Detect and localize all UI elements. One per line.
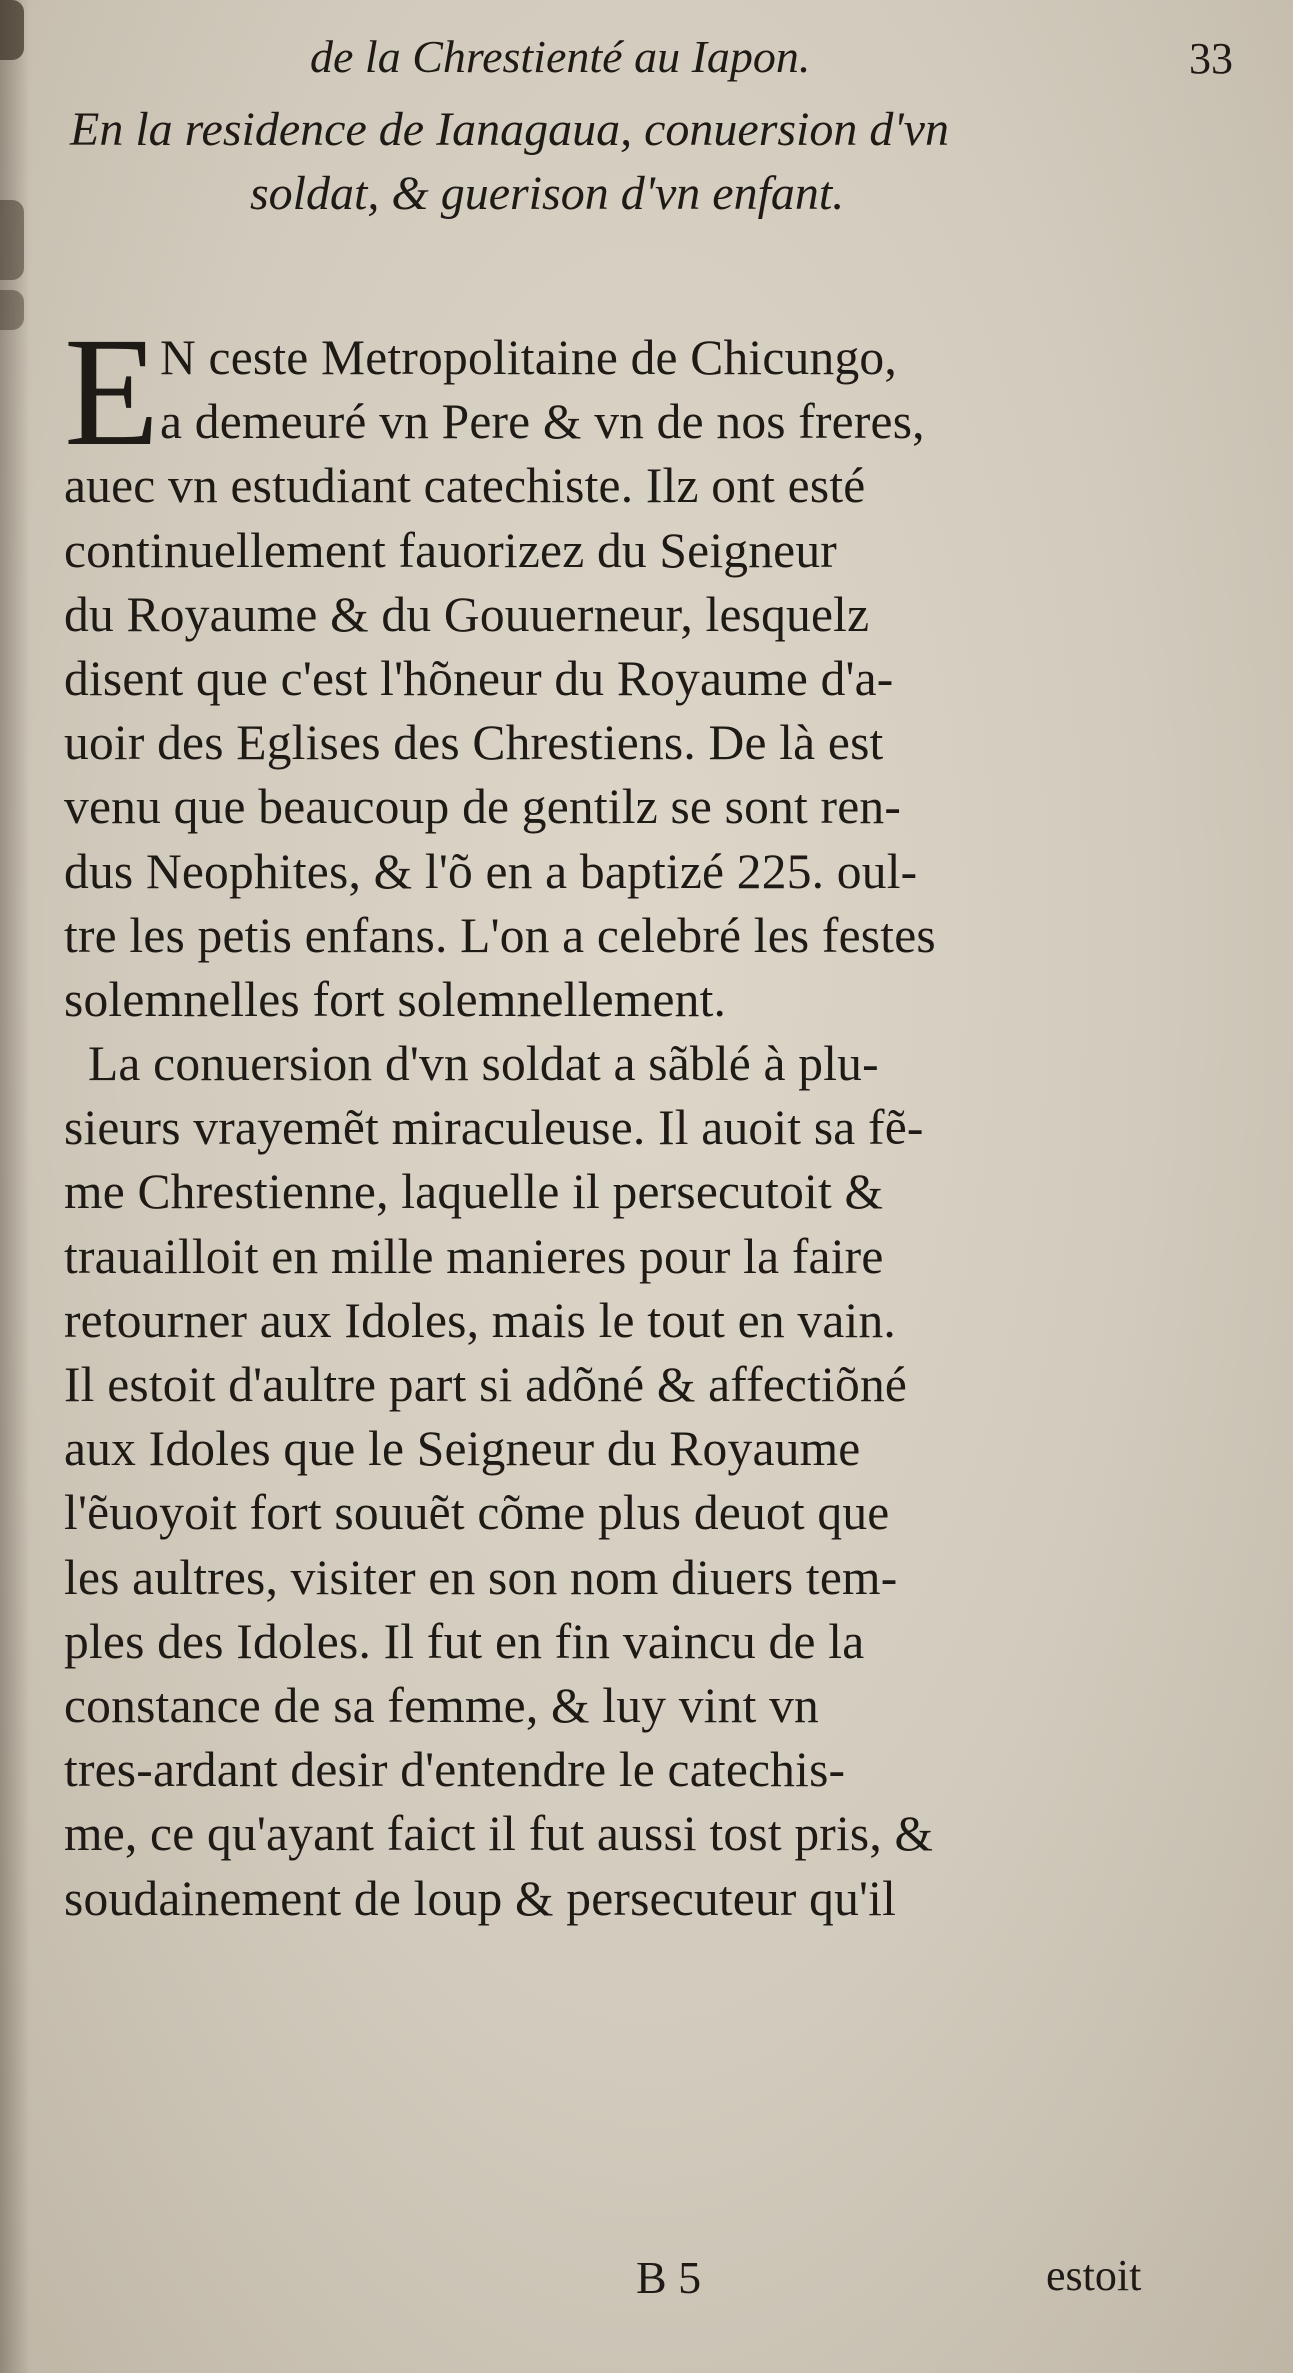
running-head: de la Chrestienté au Iapon. <box>310 31 811 82</box>
drop-cap: E <box>64 305 160 478</box>
text-line: disent que c'est l'hõneur du Royaume d'a- <box>64 650 894 706</box>
text-line: soudainement de loup & persecuteur qu'il <box>64 1870 897 1926</box>
edge-stain <box>0 200 24 280</box>
signature-mark: B 5 <box>636 2252 702 2303</box>
page-edge-shadow <box>0 0 30 2373</box>
edge-stain <box>0 290 24 330</box>
text-line: N ceste Metropolitaine de Chicungo, <box>160 330 897 385</box>
text-line: dus Neophites, & l'õ en a baptizé 225. oul- <box>64 843 918 899</box>
text-line: aux Idoles que le Seigneur du Royaume <box>64 1421 861 1477</box>
section-heading-line: soldat, & guerison d'vn enfant. <box>250 167 845 220</box>
body-text <box>64 305 1224 1931</box>
text-line: du Royaume & du Gouuerneur, lesquelz <box>64 586 870 642</box>
text-line: auec vn estudiant catechiste. Ilz ont esté <box>64 458 866 514</box>
page-number: 33 <box>1189 34 1233 83</box>
text-line: uoir des Eglises des Chrestiens. De là est <box>64 715 884 771</box>
text-line: constance de sa femme, & luy vint vn <box>64 1677 819 1733</box>
text-line: Il estoit d'aultre part si adõné & affectiõné <box>64 1357 908 1412</box>
text-line: les aultres, visiter en son nom diuers tem- <box>64 1549 898 1605</box>
text-line: La conuersion d'vn soldat a sãblé à plu- <box>88 1036 879 1092</box>
text-line: trauailloit en mille manieres pour la faire <box>64 1228 884 1284</box>
text-line: tres-ardant desir d'entendre le catechis- <box>64 1742 846 1798</box>
text-line: a demeuré vn Pere & vn de nos freres, <box>160 394 925 450</box>
catchword: estoit <box>1046 2251 1142 2300</box>
text-line: venu que beaucoup de gentilz se sont ren- <box>64 779 902 835</box>
text-line: tre les petis enfans. L'on a celebré les festes <box>64 907 936 963</box>
edge-stain <box>0 0 24 60</box>
section-heading-line: En la residence de Ianagaua, conuersion d'vn <box>70 103 949 156</box>
text-line: me, ce qu'ayant faict il fut aussi tost pris, & <box>64 1806 934 1862</box>
section-heading <box>70 98 1230 226</box>
text-line: continuellement fauorizez du Seigneur <box>64 522 837 578</box>
text-line: me Chrestienne, laquelle il persecutoit & <box>64 1164 884 1220</box>
text-line: sieurs vrayemẽt miraculeuse. Il auoit sa fẽ- <box>64 1100 924 1156</box>
text-line: ples des Idoles. Il fut en fin vaincu de la <box>64 1613 865 1669</box>
text-line: l'ẽuoyoit fort souuẽt cõme plus deuot que <box>64 1485 890 1541</box>
text-line: retourner aux Idoles, mais le tout en vain. <box>64 1292 896 1348</box>
text-line: solemnelles fort solemnellement. <box>64 971 727 1027</box>
